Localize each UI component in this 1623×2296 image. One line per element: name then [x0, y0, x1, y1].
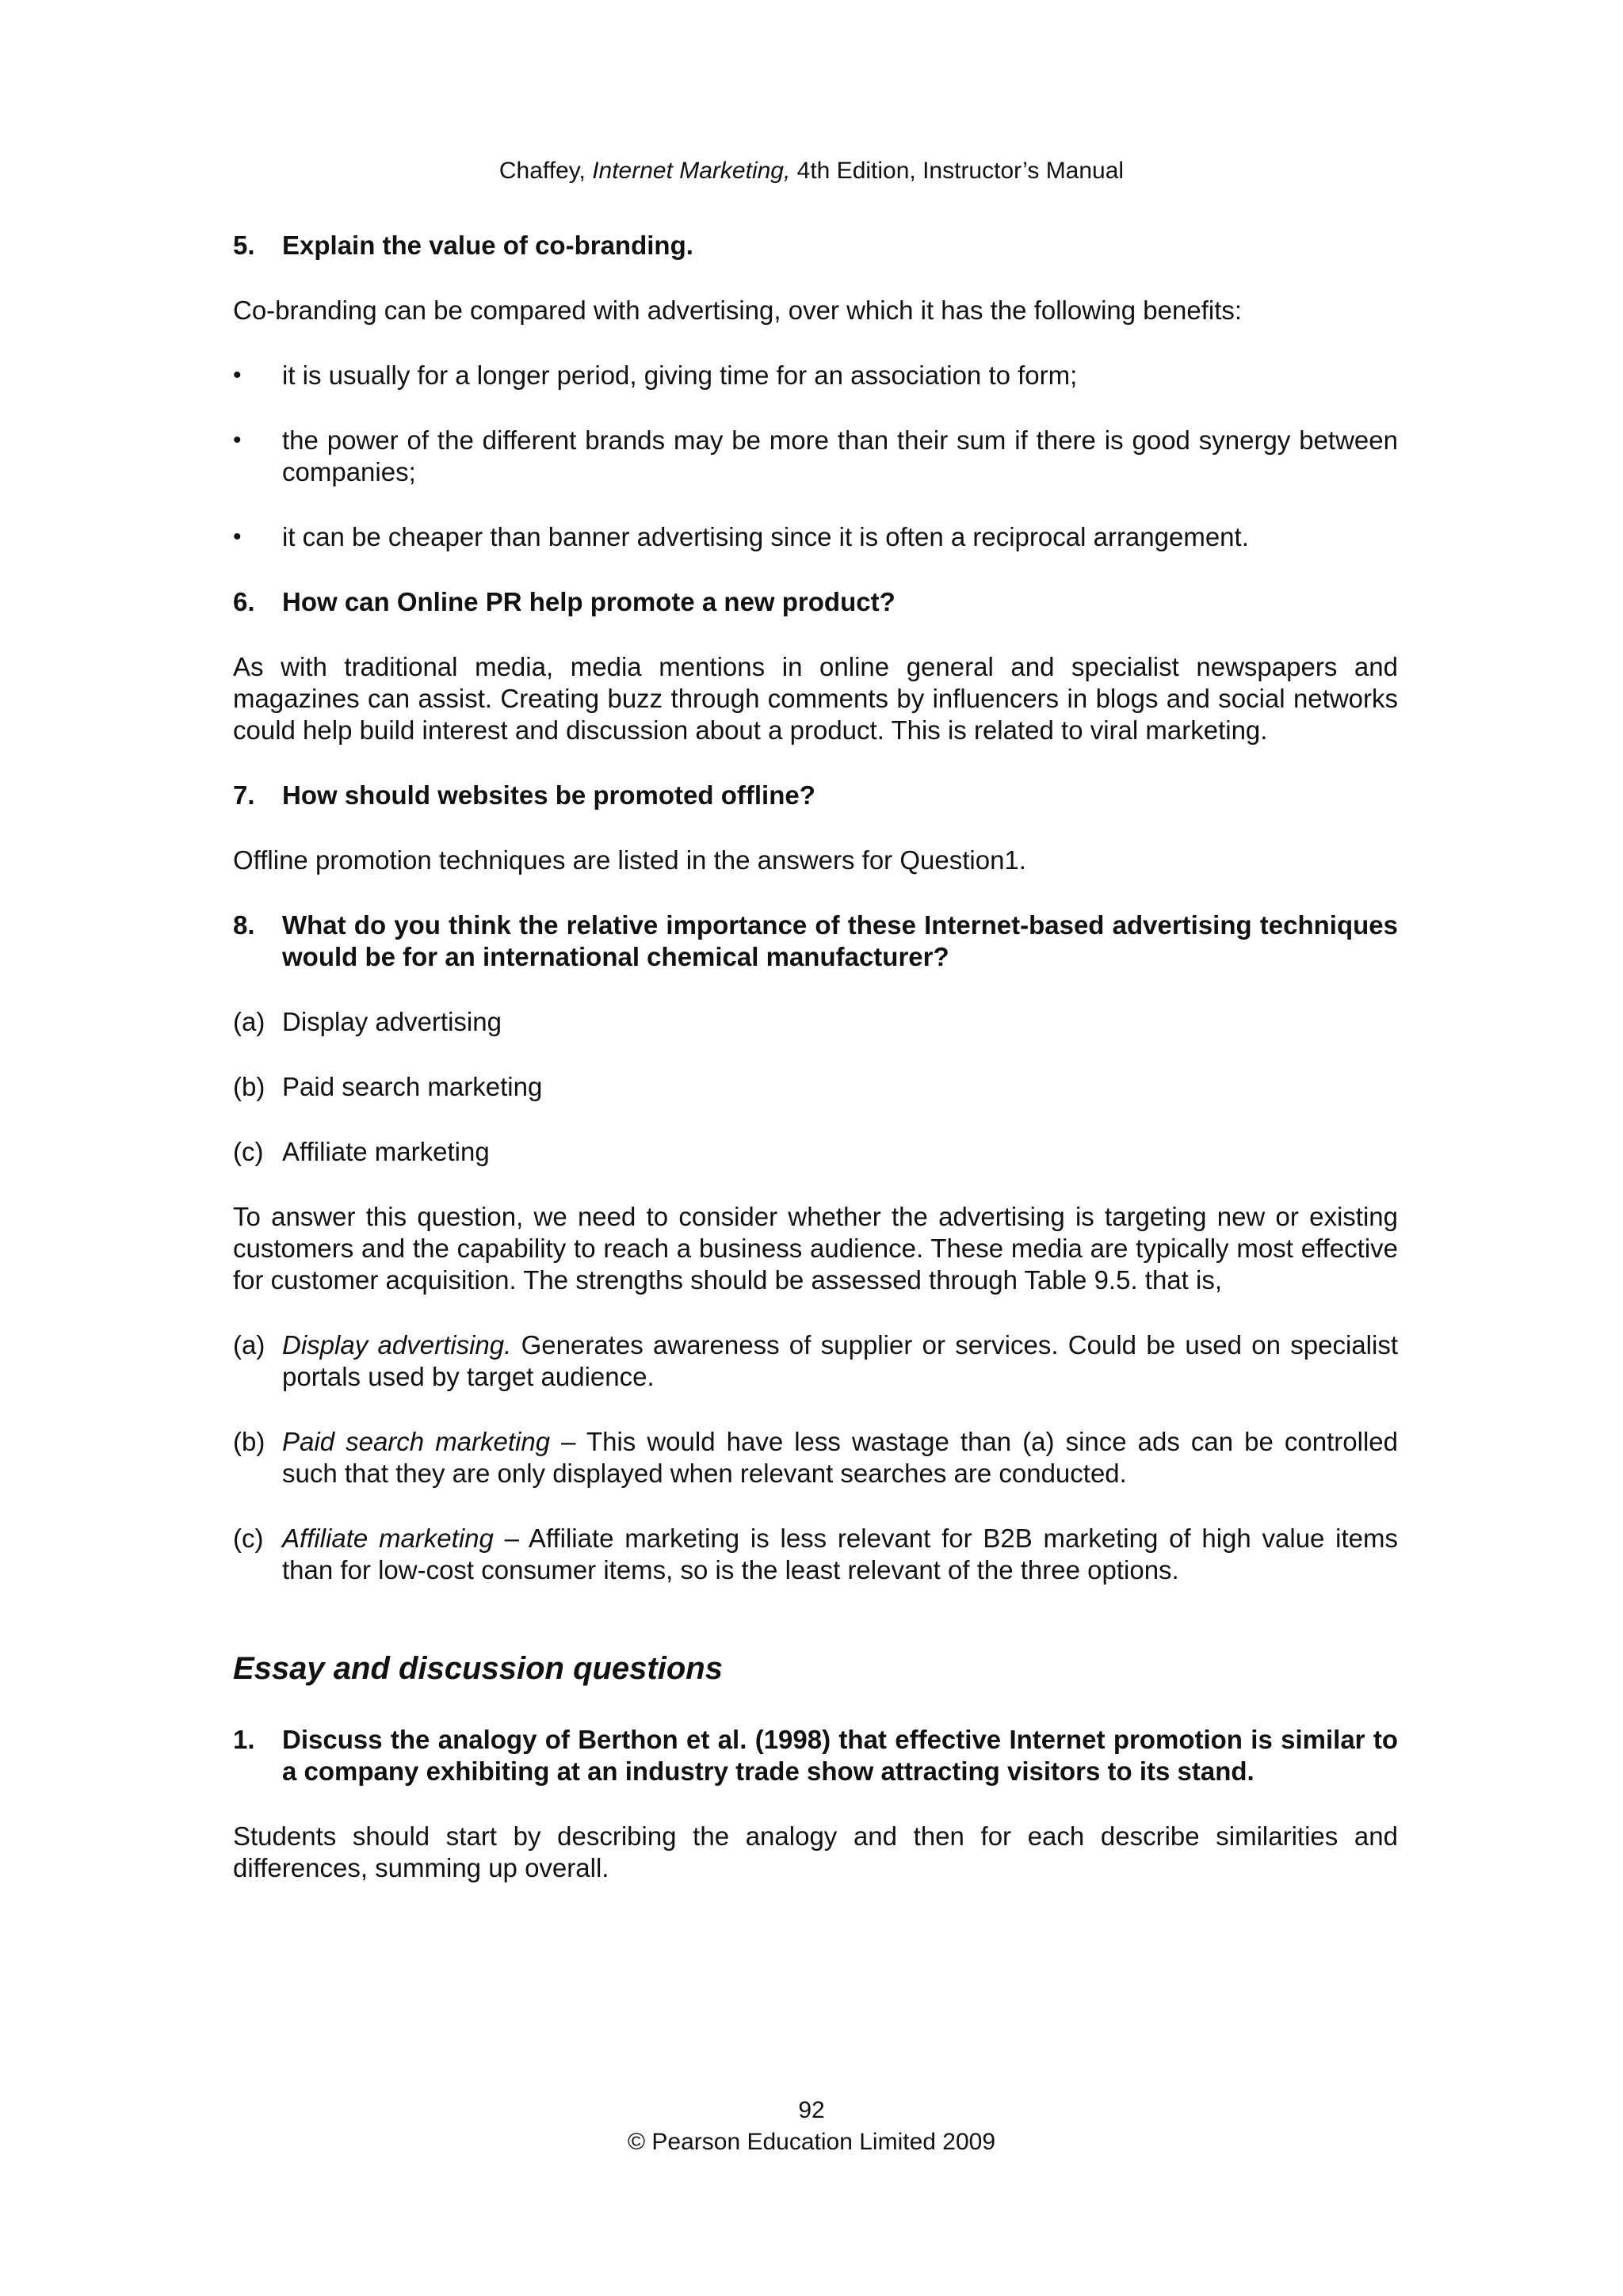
option-letter: (c) [233, 1137, 264, 1166]
question-number: 7. [233, 780, 255, 810]
bullet-item [233, 521, 1398, 553]
detail-term: Paid search marketing [282, 1427, 551, 1456]
header-author: Chaffey, [498, 158, 593, 184]
header-book-title: Internet Marketing, [592, 158, 791, 184]
detail-term: Display advertising. [282, 1330, 512, 1360]
detail-item [233, 1523, 1398, 1586]
question-number: 8. [233, 910, 255, 940]
section-heading: Essay and discussion questions [233, 1651, 723, 1686]
question-number: 1. [233, 1725, 255, 1754]
option-text: Paid search marketing [282, 1072, 543, 1101]
bullet-item [233, 360, 1398, 391]
question-text: Discuss the analogy of Berthon et al. (1998) that effective Internet promotion is similar to a company exhibiting at an industry trade show attracting visitors to its stand. [282, 1725, 1398, 1786]
answer-paragraph: As with traditional media, media mentions in online general and specialist newspapers and magazines can assist. Creating buzz through comments by influencers in blogs and social networks could help build interest and discussion about a product. This is related to viral marketing. [233, 652, 1398, 745]
essay-question-1 [233, 1724, 1398, 1787]
question-text: What do you think the relative importance of these Internet-based advertising techniques would be for an international chemical manufacturer? [282, 910, 1398, 971]
option-item [233, 1136, 1398, 1168]
copyright-notice: © Pearson Education Limited 2009 [627, 2129, 996, 2155]
detail-term: Affiliate marketing [282, 1524, 494, 1553]
question-6 [233, 586, 1398, 618]
bullet-text: the power of the different brands may be more than their sum if there is good synergy between companies; [282, 425, 1398, 486]
detail-letter: (b) [233, 1427, 265, 1456]
detail-letter: (c) [233, 1524, 264, 1553]
question-number: 6. [233, 587, 255, 616]
bullet-text: it is usually for a longer period, giving time for an association to form; [282, 360, 1078, 390]
detail-body [282, 1329, 1398, 1393]
option-item [233, 1006, 1398, 1038]
question-number: 5. [233, 231, 255, 260]
detail-letter: (a) [233, 1330, 265, 1360]
page-footer [0, 2095, 1623, 2158]
detail-item [233, 1426, 1398, 1489]
running-header [0, 155, 1623, 187]
option-text: Affiliate marketing [282, 1137, 490, 1166]
bullet-text: it can be cheaper than banner advertising since it is often a reciprocal arrangement. [282, 522, 1249, 551]
answer-paragraph: Offline promotion techniques are listed in the answers for Question1. [233, 845, 1026, 875]
bullet-icon: • [233, 427, 242, 453]
detail-body [282, 1426, 1398, 1489]
question-text: Explain the value of co-branding. [282, 231, 693, 260]
bullet-item [233, 425, 1398, 488]
bullet-icon: • [233, 362, 242, 388]
detail-item [233, 1329, 1398, 1393]
option-item [233, 1071, 1398, 1103]
answer-paragraph: Co-branding can be compared with advertising, over which it has the following benefits: [233, 296, 1243, 325]
page-content [233, 230, 1398, 1917]
page-number: 92 [798, 2097, 825, 2123]
question-5 [233, 230, 1398, 261]
question-8 [233, 910, 1398, 973]
header-edition: 4th Edition, Instructor’s Manual [790, 158, 1125, 184]
bullet-icon: • [233, 524, 242, 550]
question-text: How should websites be promoted offline? [282, 780, 815, 810]
question-7 [233, 780, 1398, 811]
detail-text: Generates awareness of supplier or services. Could be used on specialist portals used by target audience. [282, 1330, 1398, 1391]
answer-paragraph: Students should start by describing the analogy and then for each describe similarities and differences, summing up overall. [233, 1821, 1398, 1882]
option-text: Display advertising [282, 1007, 502, 1036]
option-letter: (a) [233, 1007, 265, 1036]
detail-body [282, 1523, 1398, 1586]
question-text: How can Online PR help promote a new product? [282, 587, 896, 616]
answer-paragraph: To answer this question, we need to consider whether the advertising is targeting new or existing customers and the capability to reach a business audience. These media are typically most effective for customer acquisition. The strengths should be assessed through Table 9.5. that is, [233, 1202, 1398, 1295]
option-letter: (b) [233, 1072, 265, 1101]
detail-text: – Affiliate marketing is less relevant for B2B marketing of high value items than for low-cost consumer items, so is the least relevant of the three options. [282, 1524, 1398, 1585]
detail-text: – This would have less wastage than (a) since ads can be controlled such that they are only displayed when relevant searches are conducted. [282, 1427, 1399, 1488]
